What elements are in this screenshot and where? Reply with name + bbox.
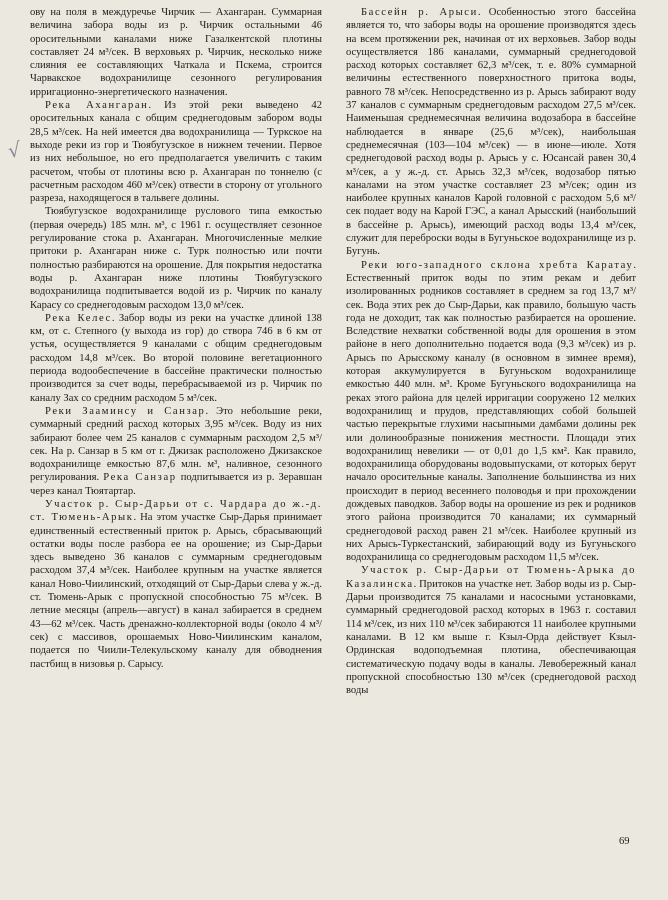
section-heading: Участок р. Сыр-Дарьи от Тюмень-Арыка до Казалинска [346, 565, 636, 590]
section-heading: Реки юго-западного склона хребта Каратау [361, 259, 634, 271]
left-text-column [30, 6, 322, 671]
right-paragraph [346, 259, 636, 565]
left-paragraph [30, 99, 322, 205]
page-number: 69 [619, 836, 630, 847]
paragraph-text: . Забор воды из реки на участке длиной 138 км, от с. Степного (у выхода из гор) до створа 746 в 6 км от устья, осуществляется 9 каналами с общим среднегодовым расходом 14,8 м³/сек. Во второй половине вегетационного периода водообеспечение в бассейне практически полностью производится за счет воды, перебрасываемой из р. Чирчик по каналу Зах со средним расходом 5 м³/сек. [30, 312, 322, 404]
section-heading: Река Ахангаран [45, 100, 149, 112]
left-paragraph [30, 312, 322, 405]
left-paragraph [30, 498, 322, 671]
section-heading: Река Келес [45, 312, 112, 324]
paragraph-text: . Из этой реки выведено 42 оросительных канала с общим среднегодовым забором воды 28,5 м³/сек. На ней имеется два водохранилища — Туркское на выходе реки из гор и Тюябугузское в нижнем течении. Первое из них небольшое, но его предполагается увеличить с таким расчетом, чтобы от плотины всю р. Ахангаран по тоннелю (с расчетным расходом 460 м³/сек) отвести в сторону от угольного разреза, находящегося в тальвеге долины. [30, 100, 322, 205]
section-heading: Бассейн р. Арыси [361, 7, 478, 18]
right-paragraph [346, 6, 636, 259]
right-paragraph [346, 564, 636, 697]
paragraph-text: . Притоков на участке нет. Забор воды из р. Сыр-Дарьи производится 75 каналами и насосными установками, суммарный среднегодовой расход которых в 1963 г. составил 114 м³/сек, из них 110 м³/сек забираются 11 наиболее крупными каналами. В 12 км выше г. Кзыл-Орда действует Кзыл-Ординская водоподъемная плотина, обеспечивающая систематическую подачу воды в каналы. Левобережный канал пропускной способностью 130 м³/сек (среднегодовой расход воды [346, 578, 636, 697]
paragraph-text: . Это небольшие реки, суммарный средний расход которых 3,95 м³/сек. Воду из них забирают более чем 25 каналов с суммарным расходом 2,5 м³/сек. На р. Санзар в 5 км от г. Джизак расположено Джизакское водохранилище емкостью 87,6 млн. м³, наливное, сезонного регулирования. [30, 405, 322, 484]
paragraph-text: ову на поля в междуречье Чирчик — Ахангаран. Суммарная величина забора воды из р. Чирчик остальными 46 оросительными каналами ниже Газалкентской плотины составляет 24 м³/сек. В верховьях р. Чирчик, несколько ниже слияния ее составляющих Чаткала и Пскема, строится Чарвакское водохранилище сезонного регулирования ирригационно-энергетического назначения. [30, 7, 322, 98]
section-heading: Участок р. Сыр-Дарьи от с. Чардара до ж.-д. ст. Тюмень-Арык [30, 498, 322, 524]
paragraph-text: . На этом участке Сыр-Дарья принимает единственный естественный приток р. Арысь, сбрасывающий остатки воды после разбора ее на орошение; из Сыр-Дарьи здесь выведено 36 каналов с суммарным среднегодовым расходом 37,4 м³/сек. Наиболее крупным на участке является канал Ново-Чиилинский, отходящий от Сыр-Дарьи слева у ж.-д. ст. Тюмень-Арык с пропускной способностью 75 м³/сек. В летние месяцы (апрель—август) в канал забирается в среднем 43—62 м³/сек. Часть дренажно-коллекторной воды (около 4 м³/сек) с массивов, орошаемых Ново-Чиилинским каналом, подается по Чиили-Телекульскому каналу для обводнения пастбищ в низовья р. Сарысу. [30, 512, 322, 670]
left-paragraph [30, 205, 322, 311]
paragraph-text: . Естественный приток воды по этим рекам и дебит изолированных родников составляет в среднем за год 13,7 м³/сек. Вода этих рек до Сыр-Дарьи, как правило, большую часть года не доходит, так как полностью разбирается на орошение. Вследствие нехватки собственной воды для орошения в этом районе в него дополнительно подается вода (9,3 м³/сек) из р. Арысь по Арысскому каналу (в основном в зимнее время), которая аккумулируется в Бугуньском водохранилище емкостью 440 млн. м³. Кроме Бугуньского водохранилища на реках этого района для целей ирригации сооружено 12 мелких водохранилищ и прудов, представляющих собой большей частью перекрытые глухими насыпными дамбами долины рек или долинообразные понижения местности. Площади этих водохранилищ невелики — от 0,01 до 1,5 км². Как правило, водохранилища оборудованы водовыпусками, от которых берут начало оросительные каналы. Заполнение большинства из них происходит в период весеннего половодья и при прохождении дождевых паводков. Забор воды на орошение из рек и родников этого района производится 70 каналами; их суммарный среднегодовой расход равен 21 м³/сек. Наиболее крупный из них Арысь-Туркестанский, забирающий воду из Бугуньского водохранилища со среднегодовым расходом 11,5 м³/сек. [346, 259, 636, 564]
paragraph-text: Тюябугузское водохранилище руслового типа емкостью (первая очередь) 185 млн. м³, с 1961 г. осуществляет сезонное регулирование стока р. Ахангаран. Многочисленные мелкие притоки р. Ахангаран ниже с. Турк полностью или почти полностью разбираются на орошение. Для покрытия недостатка воды р. Ахангаран ниже плотины Тюябугузского водохранилища подпитывается водой из р. Чирчик по каналу Карасу со среднегодовым расходом 13,0 м³/сек. [30, 206, 322, 311]
pencil-check-mark: √ [6, 137, 23, 163]
section-heading: Реки Зааминсу и Санзар [45, 405, 206, 417]
left-paragraph [30, 405, 322, 498]
left-paragraph [30, 6, 322, 99]
paragraph-text: . Особенностью этого бассейна является то, что заборы воды на орошение производятся здесь на всем протяжении рек, начиная от их верховьев. Забор воды осуществляется 186 каналами, суммарный среднегодовой расход которых составляет 62,3 м³/сек, т. е. 80% суммарной величины естественного поверхностного притока воды, равного 78 м³/сек. Непосредственно из р. Арысь забирают воду 37 каналов с суммарным среднегодовым расходом 27,5 м³/сек. Наименьшая среднемесячная величина водозабора в бассейне наблюдается в январе (25,6 м³/сек), наибольшая среднемесячная (103—104 м³/сек) — в июне—июле. Хотя среднегодовой расход воды р. Арысь у с. Юсансай равен 30,4 м³/сек, а у ж.-д. ст. Арысь 32,3 м³/сек, водозабор пятью каналами на этом участке составляет 23 м³/сек; один из наиболее крупных каналов Карой головной с расходом 5,6 м³/сек подает воду на Карой ГЭС, а канал Арысский (наибольший в бассейне р. Арысь), имеющий расход воды 13,4 м³/сек, служит для переброски воды в Бугуньское водохранилище из р. Бугунь. [346, 7, 636, 258]
paragraph-text: подпитывается из р. Зеравшан через канал Тюятартар. [30, 472, 322, 497]
right-text-column [346, 6, 636, 697]
section-heading: Река Санзар [103, 472, 177, 484]
